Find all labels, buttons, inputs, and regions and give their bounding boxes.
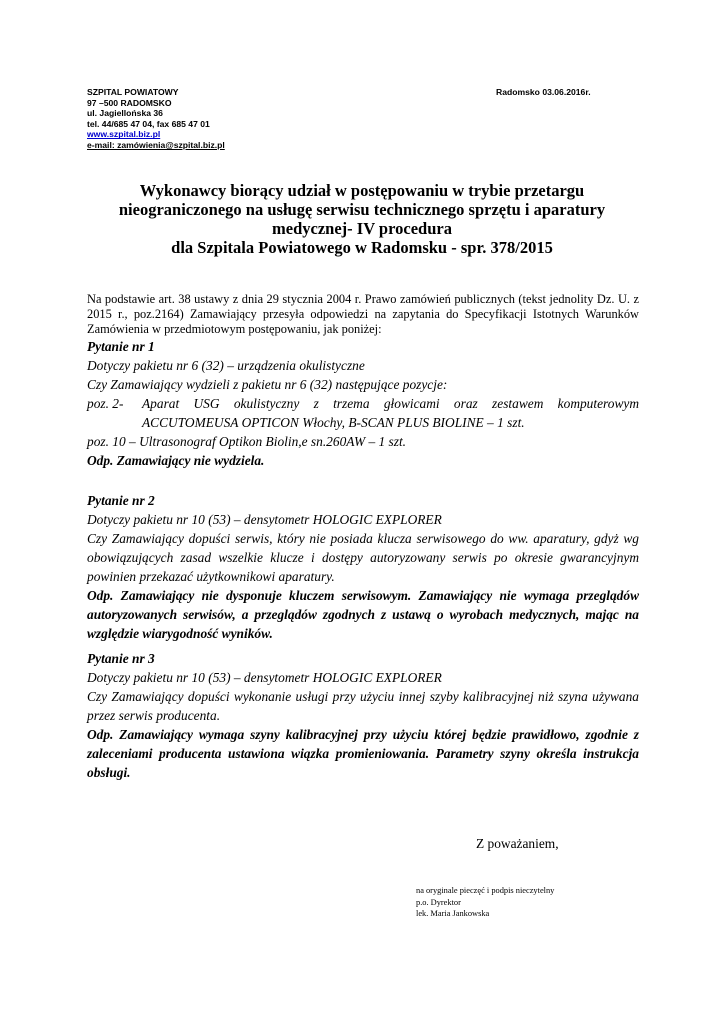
question-3-body: Czy Zamawiający dopuści wykonanie usługi przy użyciu innej szyby kalibracyjnej niż szyna używana przez serwis producenta.	[87, 689, 639, 723]
answer-2: Odp. Zamawiający nie dysponuje kluczem serwisowym. Zamawiający nie wymaga przeglądów autoryzowanych serwisów, a przeglądów zgodnych z ustawą o wyrobach medycznych, mając na względzie wiarygodność wyników.	[87, 588, 639, 641]
item-1-text: Aparat USG okulistyczny z trzema głowicami oraz zestawem komputerowym ACCUTOMEUSA OPTICON Włochy, B-SCAN PLUS BIOLINE – 1 szt.	[142, 396, 639, 430]
title-line-1: Wykonawcy biorący udział w postępowaniu w trybie przetargu	[139, 181, 585, 200]
question-3-heading: Pytanie nr 3	[87, 651, 155, 666]
question-3-line-1: Dotyczy pakietu nr 10 (53) – densytometr HOLOGIC EXPLORER	[87, 670, 442, 685]
title-line-3: medycznej- IV procedura	[272, 219, 452, 238]
question-2-body: Czy Zamawiający dopuści serwis, który nie posiada klucza serwisowego do ww. aparatury, gdyż wg obowiązujących zasad wszelkie klucze i dostępy autoryzowany serwis po okresie gwarancyjnym powinien przekazać użytkownikowi aparatury.	[87, 531, 639, 584]
closing-salutation: Z poważaniem,	[476, 836, 559, 851]
signature-note: na oryginale pieczęć i podpis nieczytelny	[416, 886, 555, 895]
document-title	[60, 181, 664, 257]
question-3	[87, 649, 639, 782]
signature-block	[416, 885, 554, 920]
place-date: Radomsko 03.06.2016r.	[496, 87, 591, 97]
sender-phone: tel. 44/685 47 04, fax 685 47 01	[87, 118, 210, 129]
question-1	[87, 337, 639, 470]
title-line-2: nieograniczonego na usługę serwisu technicznego sprzętu i aparatury	[118, 200, 606, 219]
sender-address	[87, 87, 225, 151]
question-1-item-1	[87, 394, 639, 432]
intro-paragraph: Na podstawie art. 38 ustawy z dnia 29 stycznia 2004 r. Prawo zamówień publicznych (tekst jednolity Dz. U. z 2015 r., poz.2164) Zamawiający przesyła odpowiedzi na zapytania do Specyfikacji Istotnych Warunków Zamówienia w przedmiotowym postępowaniu, jak poniżej:	[87, 292, 639, 336]
question-2-line-1: Dotyczy pakietu nr 10 (53) – densytometr HOLOGIC EXPLORER	[87, 512, 442, 527]
sender-email[interactable]: e-mail: zamówienia@szpital.biz.pl	[87, 139, 225, 150]
answer-1: Odp. Zamawiający nie wydziela.	[87, 453, 265, 468]
sender-city: 97 –500 RADOMSKO	[87, 97, 172, 108]
signature-name: lek. Maria Jankowska	[416, 909, 490, 919]
question-2-heading: Pytanie nr 2	[87, 493, 155, 508]
item-1-number: poz. 2-	[87, 396, 124, 411]
question-1-line-1: Dotyczy pakietu nr 6 (32) – urządzenia okulistyczne	[87, 358, 365, 373]
title-line-4: dla Szpitala Powiatowego w Radomsku - spr. 378/2015	[171, 238, 553, 257]
question-2	[87, 491, 639, 643]
website-link[interactable]: www.szpital.biz.pl	[87, 129, 161, 140]
question-1-heading: Pytanie nr 1	[87, 339, 155, 354]
question-1-line-2: Czy Zamawiający wydzieli z pakietu nr 6 (32) następujące pozycje:	[87, 377, 448, 392]
signature-role: p.o. Dyrektor	[416, 897, 461, 907]
answer-3: Odp. Zamawiający wymaga szyny kalibracyjnej przy użyciu której będzie prawidłowo, zgodnie z zaleceniami producenta ustawiona wiązka promieniowania. Parametry szyny określa instrukcja obsługi.	[87, 727, 639, 780]
question-1-item-2: poz. 10 – Ultrasonograf Optikon Biolin,e sn.260AW – 1 szt.	[87, 434, 407, 449]
sender-street: ul. Jagiellońska 36	[87, 108, 163, 119]
sender-name: SZPITAL POWIATOWY	[87, 87, 179, 97]
